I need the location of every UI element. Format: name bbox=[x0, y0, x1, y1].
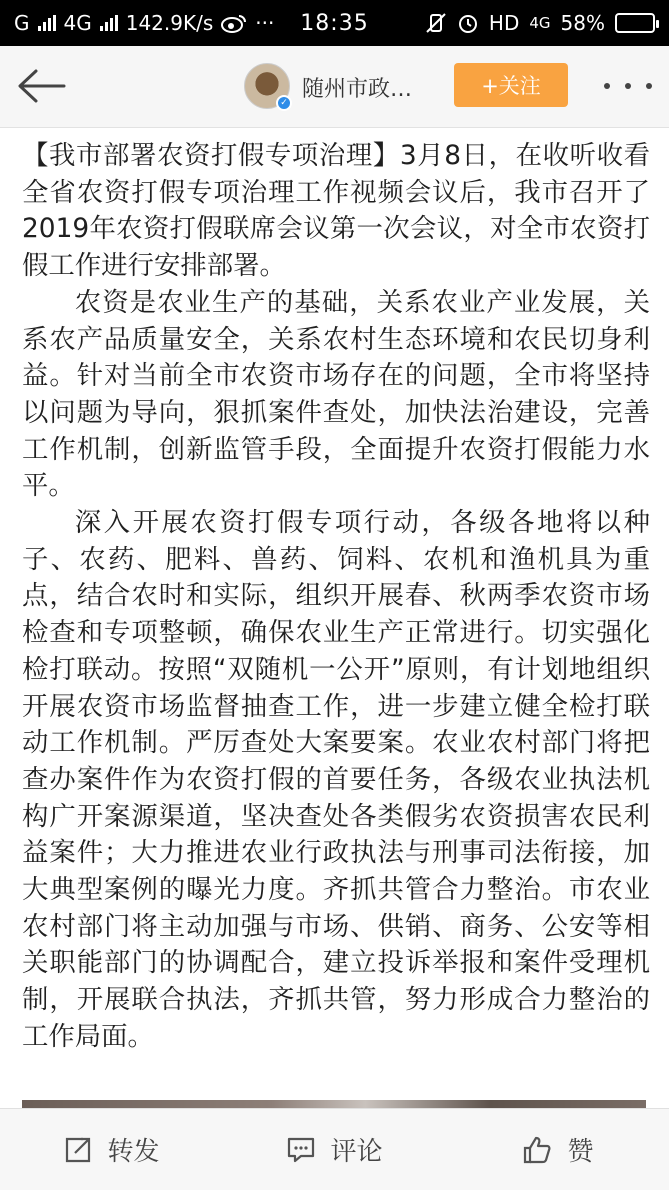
dot-icon bbox=[604, 83, 610, 89]
more-options-button[interactable] bbox=[604, 68, 652, 104]
more-dots: ··· bbox=[255, 11, 275, 35]
post-paragraph-1: 【我市部署农资打假专项治理】3月8日，在收听收看全省农资打假专项治理工作视频会议后，我市召开了2019年农资打假联席会议第一次会议，对全市农资打假工作进行安排部署。 bbox=[22, 140, 650, 282]
comment-button[interactable] bbox=[223, 1109, 446, 1190]
comment-label: 评论 bbox=[330, 1137, 383, 1167]
like-label: 赞 bbox=[567, 1137, 594, 1167]
like-button[interactable] bbox=[446, 1109, 669, 1190]
dot-icon bbox=[646, 83, 652, 89]
thumbs-up-icon bbox=[521, 1134, 553, 1166]
bottom-toolbar bbox=[0, 1108, 669, 1190]
network-speed: 142.9K/s bbox=[125, 11, 214, 35]
network-label-2: 4G bbox=[529, 14, 551, 32]
account-name[interactable]: 随州市政… bbox=[302, 77, 413, 102]
post-body bbox=[22, 138, 650, 1056]
status-time: 18:35 bbox=[300, 10, 369, 36]
signal-icon bbox=[38, 15, 56, 31]
hd-label: HD bbox=[488, 11, 520, 35]
carrier-label: G bbox=[14, 11, 30, 35]
status-right bbox=[425, 11, 655, 35]
repost-label: 转发 bbox=[107, 1137, 160, 1167]
alarm-icon bbox=[457, 12, 479, 34]
back-button[interactable] bbox=[14, 66, 70, 106]
post-paragraph-3: 深入开展农资打假专项行动，各级各地将以种子、农药、肥料、兽药、饲料、农机和渔机具为重点，结合农时和实际，组织开展春、秋两季农资市场检查和专项整顿，确保农业生产正常进行。切实强化检打联动。按照“双随机一公开”原则，有计划地组织开展农资市场监督抽查工作，进一步建立健全检打联动工作机制。严厉查处大案要案。农业农村部门将把查办案件作为农资打假的首要任务，各级农业执法机构广开案源渠道，坚决查处各类假劣农资损害农民利益案件；大力推进农业行政执法与刑事司法衔接，加大典型案例的曝光力度。齐抓共管合力整治。市农业农村部门将主动加强与市场、供销、商务、公安等相关职能部门的协调配合，建立投诉举报和案件受理机制，开展联合执法，齐抓共管，努力形成合力整治的工作局面。 bbox=[22, 507, 650, 1052]
status-bar bbox=[0, 0, 669, 46]
mute-icon bbox=[425, 12, 447, 34]
dot-icon bbox=[625, 83, 631, 89]
follow-button[interactable]: +关注 bbox=[454, 63, 568, 107]
signal-icon-2 bbox=[100, 15, 118, 31]
post-paragraph-2: 农资是农业生产的基础，关系农业产业发展，关系农产品质量安全，关系农村生态环境和农民切身利益。针对当前全市农资市场存在的问题，全市将坚持以问题为导向，狠抓案件查处，加快法治建设，完善工作机制，创新监管手段，全面提升农资打假能力水平。 bbox=[22, 286, 650, 502]
battery-percent: 58% bbox=[560, 11, 605, 35]
comment-icon bbox=[286, 1135, 316, 1165]
battery-icon bbox=[615, 13, 655, 33]
arrow-left-icon bbox=[14, 66, 70, 106]
repost-button[interactable] bbox=[0, 1109, 223, 1190]
network-label: 4G bbox=[63, 11, 92, 35]
status-left bbox=[14, 11, 274, 35]
verified-badge-icon: ✓ bbox=[276, 95, 292, 111]
weibo-icon bbox=[221, 13, 247, 33]
repost-icon bbox=[63, 1135, 93, 1165]
nav-bar bbox=[0, 46, 669, 128]
